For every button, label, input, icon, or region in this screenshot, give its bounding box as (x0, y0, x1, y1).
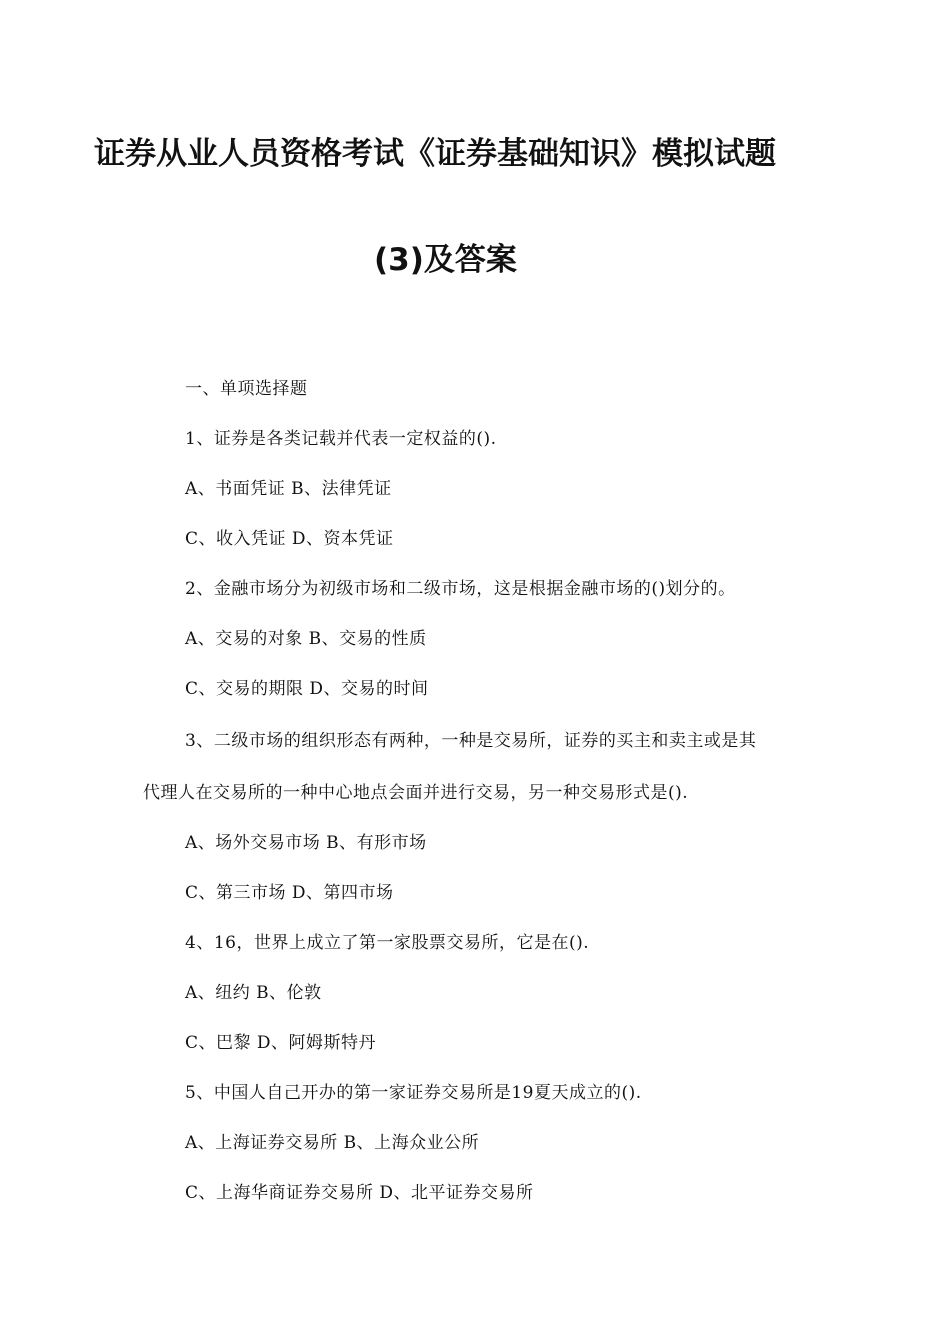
document-title-line-2: (3)及答案 (374, 242, 517, 278)
section-heading: 一、单项选择题 (185, 379, 308, 399)
question-5-options-ab: A、上海证券交易所 B、上海众业公所 (185, 1133, 480, 1153)
question-1-options-cd: C、收入凭证 D、资本凭证 (185, 529, 394, 549)
question-4-stem: 4、16，世界上成立了第一家股票交易所，它是在(). (185, 933, 590, 953)
question-5-options-cd: C、上海华商证券交易所 D、北平证券交易所 (185, 1183, 534, 1203)
question-3-options-ab: A、场外交易市场 B、有形市场 (185, 833, 427, 853)
document-title-line-1: 证券从业人员资格考试《证券基础知识》模拟试题 (94, 136, 776, 172)
question-3-options-cd: C、第三市场 D、第四市场 (185, 883, 394, 903)
question-5-stem: 5、中国人自己开办的第一家证券交易所是19夏天成立的(). (185, 1083, 642, 1103)
question-1-stem: 1、证券是各类记载并代表一定权益的(). (185, 429, 497, 449)
question-2-options-ab: A、交易的对象 B、交易的性质 (185, 629, 427, 649)
question-1-options-ab: A、书面凭证 B、法律凭证 (185, 479, 392, 499)
question-2-stem: 2、金融市场分为初级市场和二级市场，这是根据金融市场的()划分的。 (185, 579, 736, 599)
question-2-options-cd: C、交易的期限 D、交易的时间 (185, 679, 429, 699)
question-4-options-cd: C、巴黎 D、阿姆斯特丹 (185, 1033, 377, 1053)
question-4-options-ab: A、纽约 B、伦敦 (185, 983, 322, 1003)
question-3-stem: 3、二级市场的组织形态有两种，一种是交易所，证券的买主和卖主或是其 (185, 731, 757, 751)
question-3-stem-continued: 代理人在交易所的一种中心地点会面并进行交易，另一种交易形式是(). (143, 783, 689, 803)
